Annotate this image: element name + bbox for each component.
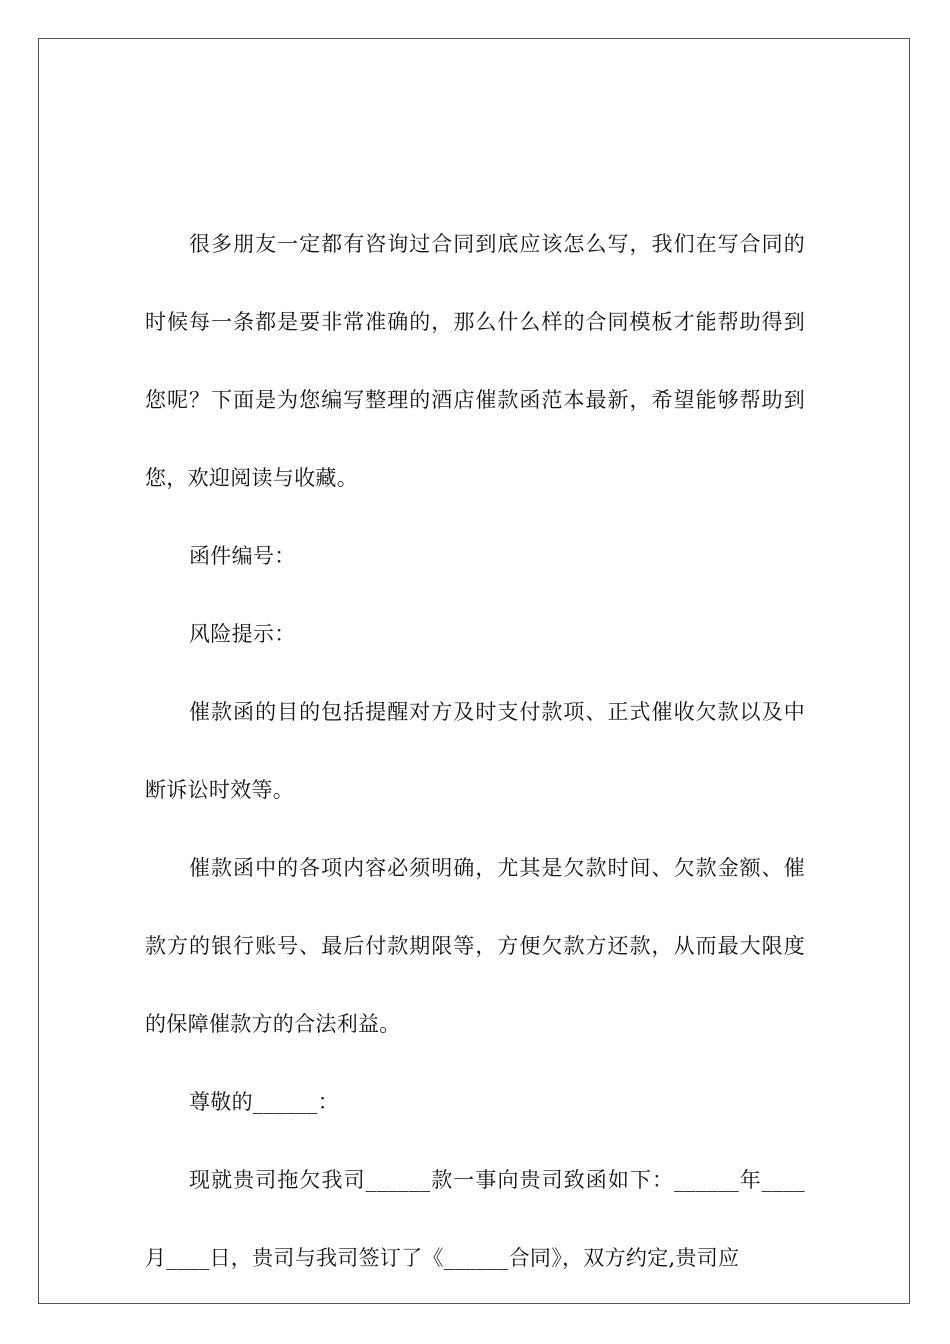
intro-paragraph: 很多朋友一定都有咨询过合同到底应该怎么写，我们在写合同的时候每一条都是要非常准确的，那么什么样的合同模板才能帮助得到您呢？下面是为您编写整理的酒店催款函范本最新，希望能够帮助到您，欢迎阅读与收藏。 bbox=[145, 232, 805, 490]
letter-number-label: 函件编号： bbox=[189, 544, 296, 568]
risk-notice-label: 风险提示： bbox=[189, 622, 296, 646]
letter-body-paragraph: 现就贵司拖欠我司______款一事向贵司致函如下：______年____月____日，贵司与我司签订了《______合同》，双方约定,贵司应 bbox=[145, 1168, 805, 1270]
document-body bbox=[145, 205, 805, 1297]
purpose-paragraph: 催款函的目的包括提醒对方及时支付款项、正式催收欠款以及中断诉讼时效等。 bbox=[145, 700, 805, 802]
salutation: 尊敬的______： bbox=[189, 1090, 339, 1114]
content-requirements-paragraph: 催款函中的各项内容必须明确，尤其是欠款时间、欠款金额、催款方的银行账号、最后付款期限等，方便欠款方还款，从而最大限度的保障催款方的合法利益。 bbox=[145, 856, 805, 1036]
